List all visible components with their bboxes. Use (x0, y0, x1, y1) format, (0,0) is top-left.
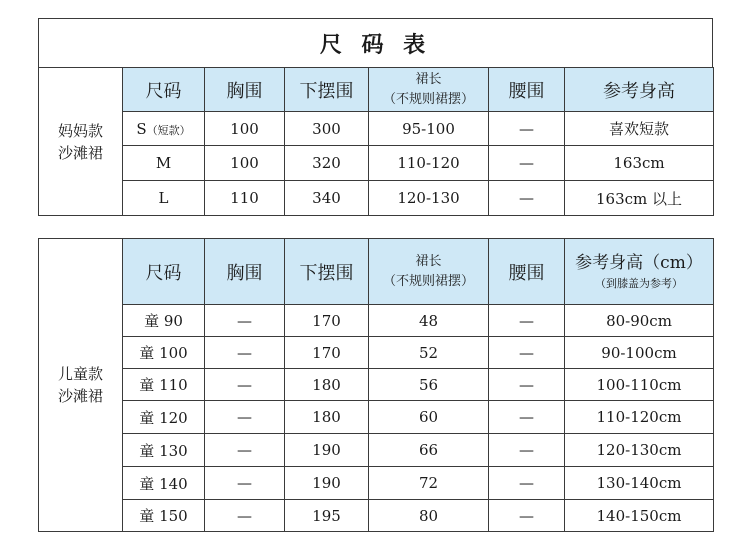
kid-header-length-line-1: 裙长 (415, 253, 442, 269)
kid-header-size: 尺码 (123, 239, 205, 305)
kid-cell-chest: — (205, 467, 285, 500)
mom-group-label (39, 68, 123, 216)
kid-cell-height: 90-100cm (565, 337, 714, 369)
mom-group-line-1: 妈妈款 (57, 121, 103, 140)
kid-size-table (38, 238, 714, 532)
mom-cell-hem: 320 (285, 146, 369, 181)
mom-cell-size: M (123, 146, 205, 181)
kid-header-chest: 胸围 (205, 239, 285, 305)
mom-cell-height: 喜欢短款 (565, 112, 714, 146)
mom-header-hem: 下摆围 (285, 68, 369, 112)
mom-cell-hem: 340 (285, 181, 369, 216)
kid-cell-size: 童 150 (123, 500, 205, 532)
mom-header-length (369, 68, 489, 112)
kid-cell-size: 童 130 (123, 434, 205, 467)
kid-cell-height: 120-130cm (565, 434, 714, 467)
mom-cell-length: 95-100 (369, 112, 489, 146)
kid-cell-hem: 170 (285, 305, 369, 337)
table-row (39, 112, 714, 146)
kid-cell-waist: — (489, 337, 565, 369)
kid-header-waist: 腰围 (489, 239, 565, 305)
kid-cell-length: 52 (369, 337, 489, 369)
kid-group-line-2: 沙滩裙 (57, 387, 103, 405)
mom-cell-height: 163cm 以上 (565, 181, 714, 216)
mom-header-size: 尺码 (123, 68, 205, 112)
kid-cell-waist: — (489, 467, 565, 500)
mom-cell-waist: — (489, 112, 565, 146)
kid-cell-chest: — (205, 305, 285, 337)
kid-cell-height: 80-90cm (565, 305, 714, 337)
kid-header-height-line-2: （到膝盖为参考） (595, 276, 683, 290)
mom-header-height: 参考身高 (565, 68, 714, 112)
table-row (39, 401, 714, 434)
kid-cell-hem: 195 (285, 500, 369, 532)
mom-header-row (39, 68, 714, 112)
kid-cell-hem: 180 (285, 401, 369, 434)
mom-header-waist: 腰围 (489, 68, 565, 112)
kid-cell-length: 66 (369, 434, 489, 467)
mom-group-line-2: 沙滩裙 (57, 143, 103, 162)
mom-cell-length: 120-130 (369, 181, 489, 216)
kid-header-length-line-2: （不规则裙摆） (382, 273, 474, 289)
kid-cell-length: 48 (369, 305, 489, 337)
mom-cell-height: 163cm (565, 146, 714, 181)
table-row (39, 467, 714, 500)
kid-cell-waist: — (489, 369, 565, 401)
kid-cell-size: 童 140 (123, 467, 205, 500)
table-row (39, 305, 714, 337)
page-title: 尺 码 表 (319, 32, 432, 58)
kid-cell-waist: — (489, 401, 565, 434)
table-row (39, 369, 714, 401)
mom-cell-size (123, 112, 205, 146)
kid-cell-chest: — (205, 434, 285, 467)
table-row (39, 434, 714, 467)
mom-cell-waist: — (489, 181, 565, 216)
table-row (39, 337, 714, 369)
mom-cell-hem: 300 (285, 112, 369, 146)
kid-cell-hem: 190 (285, 434, 369, 467)
kid-group-line-1: 儿童款 (57, 365, 103, 383)
size-value: S (136, 119, 147, 138)
mom-header-length-line-2: （不规则裙摆） (382, 91, 474, 107)
kid-cell-hem: 170 (285, 337, 369, 369)
kid-cell-length: 60 (369, 401, 489, 434)
mom-header-length-line-1: 裙长 (415, 71, 442, 87)
mom-cell-chest: 110 (205, 181, 285, 216)
kid-cell-chest: — (205, 401, 285, 434)
kid-cell-length: 80 (369, 500, 489, 532)
mom-cell-chest: 100 (205, 112, 285, 146)
kid-header-row (39, 239, 714, 305)
kid-cell-size: 童 110 (123, 369, 205, 401)
mom-header-chest: 胸围 (205, 68, 285, 112)
kid-cell-height: 110-120cm (565, 401, 714, 434)
kid-cell-waist: — (489, 305, 565, 337)
kid-cell-size: 童 100 (123, 337, 205, 369)
kid-cell-chest: — (205, 500, 285, 532)
kid-cell-waist: — (489, 500, 565, 532)
kid-cell-chest: — (205, 369, 285, 401)
kid-cell-size: 童 90 (123, 305, 205, 337)
kid-header-hem: 下摆围 (285, 239, 369, 305)
kid-header-height-line-1: 参考身高（cm） (575, 252, 703, 273)
size-note: （短款） (146, 123, 191, 137)
mom-size-table (38, 67, 714, 216)
table-row (39, 500, 714, 532)
kid-cell-height: 130-140cm (565, 467, 714, 500)
kid-cell-height: 140-150cm (565, 500, 714, 532)
kid-cell-chest: — (205, 337, 285, 369)
title-bar (38, 18, 713, 68)
kid-cell-length: 56 (369, 369, 489, 401)
kid-cell-hem: 190 (285, 467, 369, 500)
kid-cell-length: 72 (369, 467, 489, 500)
mom-cell-chest: 100 (205, 146, 285, 181)
kid-cell-height: 100-110cm (565, 369, 714, 401)
table-row (39, 146, 714, 181)
mom-cell-waist: — (489, 146, 565, 181)
kid-cell-size: 童 120 (123, 401, 205, 434)
kid-header-length (369, 239, 489, 305)
kid-header-height (565, 239, 714, 305)
mom-cell-length: 110-120 (369, 146, 489, 181)
kid-group-label (39, 239, 123, 532)
kid-cell-waist: — (489, 434, 565, 467)
table-row (39, 181, 714, 216)
mom-cell-size: L (123, 181, 205, 216)
kid-cell-hem: 180 (285, 369, 369, 401)
